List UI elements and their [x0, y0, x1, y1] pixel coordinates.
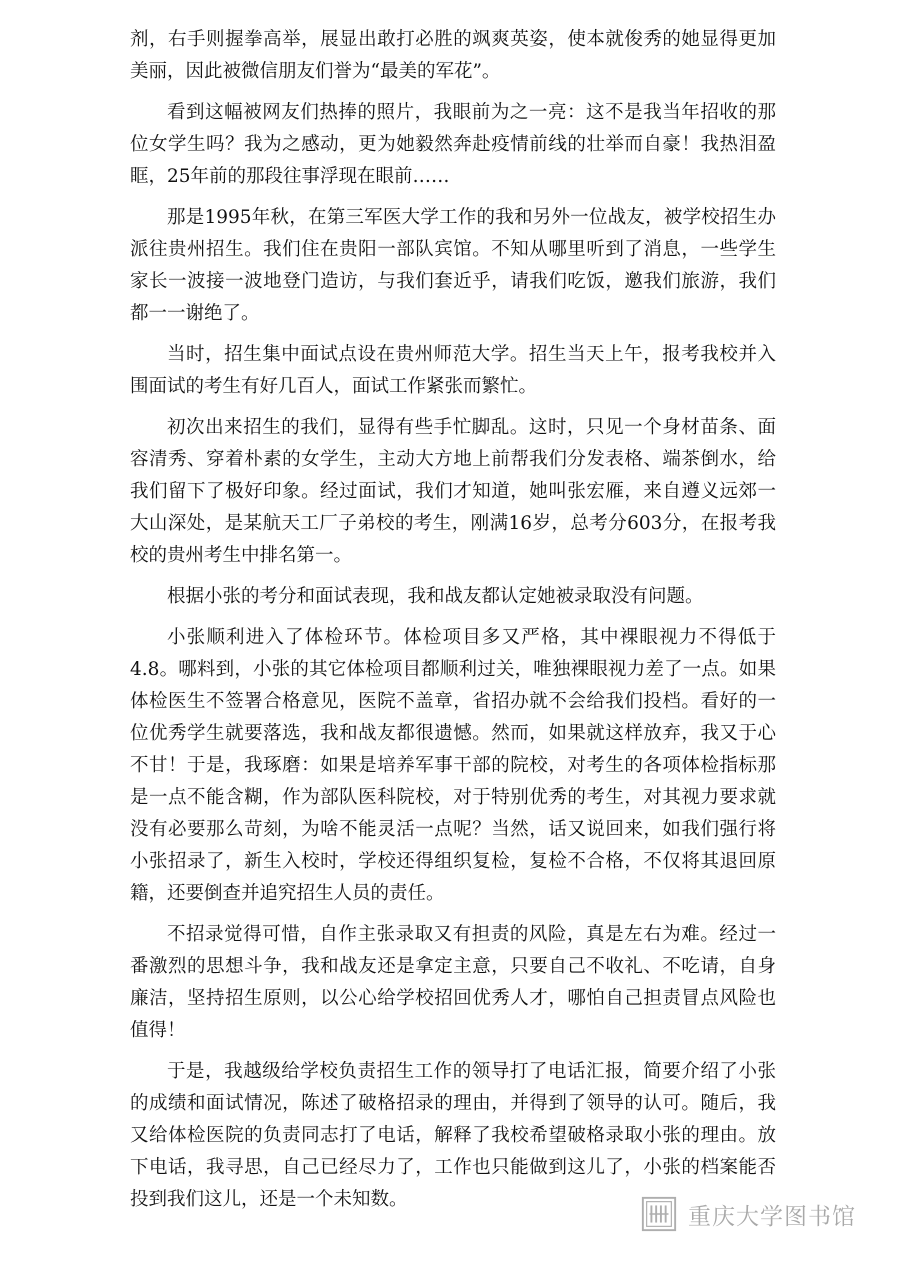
paragraph-2: 看到这幅被网友们热捧的照片，我眼前为之一亮：这不是我当年招收的那位女学生吗？我为之感动，更为她毅然奔赴疫情前线的壮举而自豪！我热泪盈眶，25年前的那段往事浮现在眼前…… — [130, 102, 776, 187]
paragraph-1: 剂，右手则握拳高举，展显出敢打必胜的飒爽英姿，使本就俊秀的她显得更加美丽，因此被微信朋友们誉为“最美的军花”。 — [130, 29, 776, 82]
paragraph-8: 不招录觉得可惜，自作主张录取又有担责的风险，真是左右为难。经过一番激烈的思想斗争，我和战友还是拿定主意，只要自己不收礼、不吃请，自身廉洁，坚持招生原则，以公心给学校招回优秀人才，哪怕自己担责冒点风险也值得！ — [130, 924, 776, 1041]
library-logo-icon — [640, 1195, 678, 1233]
paragraph-7: 小张顺利进入了体检环节。体检项目多又严格，其中裸眼视力不得低于4.8。哪料到，小张的其它体检项目都顺利过关，唯独裸眼视力差了一点。如果体检医生不签署合格意见，医院不盖章，省招办就不会给我们投档。看好的一位优秀学生就要落选，我和战友都很遗憾。然而，如果就这样放弃，我又于心不甘！于是，我琢磨：如果是培养军事干部的院校，对考生的各项体检指标那是一点不能含糊，作为部队医科院校，对于特别优秀的考生，对其视力要求就没有必要那么苛刻，为啥不能灵活一点呢？当然，话又说回来，如我们强行将小张招录了，新生入校时，学校还得组织复检，复检不合格，不仅将其退回原籍，还要倒查并追究招生人员的责任。 — [130, 627, 776, 904]
watermark-text: 重庆大学图书馆 — [688, 1203, 856, 1230]
article-body — [130, 24, 776, 1225]
library-watermark — [640, 1192, 856, 1236]
paragraph-3: 那是1995年秋，在第三军医大学工作的我和另外一位战友，被学校招生办派往贵州招生。我们住在贵阳一部队宾馆。不知从哪里听到了消息，一些学生家长一波接一波地登门造访，与我们套近乎，请我们吃饭，邀我们旅游，我们都一一谢绝了。 — [130, 207, 776, 324]
paragraph-6: 根据小张的考分和面试表现，我和战友都认定她被录取没有问题。 — [167, 586, 704, 607]
paragraph-5: 初次出来招生的我们，显得有些手忙脚乱。这时，只见一个身材苗条、面容清秀、穿着朴素的女学生，主动大方地上前帮我们分发表格、端茶倒水，给我们留下了极好印象。经过面试，我们才知道，她叫张宏雁，来自遵义远郊一大山深处，是某航天工厂子弟校的考生，刚满16岁，总考分603分，在报考我校的贵州考生中排名第一。 — [130, 417, 776, 566]
paragraph-4: 当时，招生集中面试点设在贵州师范大学。招生当天上午，报考我校并入围面试的考生有好几百人，面试工作紧张而繁忙。 — [130, 344, 776, 397]
paragraph-9: 于是，我越级给学校负责招生工作的领导打了电话汇报，简要介绍了小张的成绩和面试情况，陈述了破格招录的理由，并得到了领导的认可。随后，我又给体检医院的负责同志打了电话，解释了我校希望破格录取小张的理由。放下电话，我寻思，自己已经尽力了，工作也只能做到这儿了，小张的档案能否投到我们这儿，还是一个未知数。 — [130, 1061, 776, 1210]
